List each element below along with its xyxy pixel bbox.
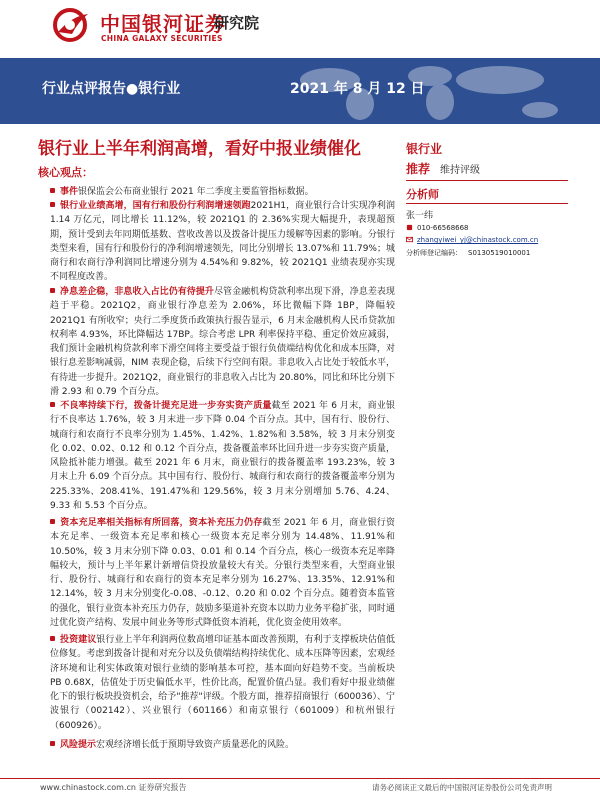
report-banner	[0, 58, 600, 124]
rating-note: 维持评级	[440, 165, 481, 176]
phone-text: 010-66568668	[417, 224, 469, 232]
sector-label: 银行业	[406, 142, 443, 156]
paragraph-lead: 风险提示	[60, 740, 97, 750]
footer-website[interactable]: www.chinastock.com.cn 证券研究报告	[40, 783, 187, 792]
rating-label: 推荐	[406, 162, 431, 176]
paragraph-text: 银保监会公布商业银行 2021 年二季度主要监管指标数据。	[78, 187, 314, 197]
footer-divider	[0, 778, 600, 779]
paragraph-npl	[50, 399, 395, 513]
rating-row	[406, 160, 480, 177]
paragraph-text: 银行业上半年利润两位数高增印证基本面改善预期，有利于支撑板块估值低位修复。考虑到拨备计提和对充分以及负债端结构持续优化、成本压降等因素，宏观经济环境和让利实体政策对银行业绩的影响基本可控，基本面向好趋势不变。当前板块 PB 0.68X，估值处于历史偏低水平，性价比高，配置价值凸显。我们看好中报业绩催化下的银行板块投资机会，给予"推荐"评级。个股方面，推荐招商银行（600036）、宁波银行（002142）、兴业银行（601166）和南京银行（601009）和杭州银行（600926）。	[50, 635, 395, 731]
paragraph-text: 宏观经济增长低于预期导致资产质量恶化的风险。	[96, 740, 295, 750]
footer-disclaimer: 请务必阅读正文最后的中国银河证券股份公司免责声明	[372, 783, 552, 792]
paragraph-lead: 投资建议	[60, 635, 97, 645]
paragraph-event	[50, 185, 395, 199]
divider	[406, 180, 568, 181]
paragraph-lead: 事件	[60, 187, 79, 197]
license-number: S0130519010001	[468, 249, 531, 257]
phone-icon	[406, 224, 413, 231]
analyst-email[interactable]	[406, 236, 538, 244]
divider	[406, 203, 568, 204]
analyst-license	[406, 248, 530, 258]
report-type: 行业点评报告●银行业	[42, 81, 181, 97]
key-points-label: 核心观点：	[38, 166, 93, 179]
brand-name-en: CHINA GALAXY SECURITIES	[101, 34, 223, 43]
galaxy-logo-icon	[52, 8, 92, 42]
bullet-icon	[50, 202, 55, 207]
paragraph-text: 截至 2021 年 6 月末，商业银行不良率达 1.76%，较 3 月末进一步下降 0.04 个百分点。其中，国有行、股份行、城商行和农商行不良率分别为 1.45%、1.42%、1.82%和 3.58%，较 3 月末分别变化 0.02、0.02、0.12 和 0.12 个百分点，拨备覆盖率环比回升进一步夯实资产质量，风险抵补能力增强。截至 2021 年 6 月末，商业银行的拨备覆盖率 193.23%，较 3 月末上升 6.09 个百分点。其中国有行、股份行、城商行和农商行的拨备覆盖率分别为 225.33%、208.41%、191.47%和 129.56%，较 3 月末分别增加 5.76、4.24、9.33 和 5.53 个百分点。	[50, 401, 395, 512]
bullet-icon	[50, 188, 55, 193]
paragraph-text: 截至 2021 年 6 月，商业银行资本充足率、一级资本充足率和核心一级资本充足率分别为 14.48%、11.91%和 10.50%，较 3 月末分别下降 0.03、0.01 和 0.14 个百分点，核心一级资本充足率降幅较大，预计与上半年累计新增信贷投放量较大有关。分银行类型来看，大型商业银行、股份行、城商行和农商行的资本充足率分别为 16.27%、13.35%、12.91%和 12.14%，较 3 月末分别变化-0.08、-0.12、0.20 和 0.02 个百分点。随着资本监管的强化，银行业资本补充压力仍存，鼓励多渠道补充资本以助力业务平稳扩张，同时通过优化资产结构、发展中间业务等形式降低资本消耗，优化资金使用效率。	[50, 518, 395, 629]
paragraph-profit	[50, 199, 395, 285]
bullet-icon	[50, 741, 55, 746]
email-icon	[406, 236, 413, 243]
paragraph-lead: 资本充足率相关指标有所回落，资本补充压力仍存	[60, 518, 263, 528]
analyst-phone	[406, 224, 469, 232]
license-label: 分析师登记编码：	[406, 249, 462, 257]
report-date: 2021 年 8 月 12 日	[290, 81, 425, 97]
paragraph-lead: 净息差企稳，非息收入占比仍有待提升	[60, 287, 214, 297]
bullet-icon	[50, 636, 55, 641]
brand-name: 中国银河证券	[100, 12, 226, 36]
paragraph-investment	[50, 633, 395, 733]
email-text[interactable]: zhangyiwei_yj@chinastock.com.cn	[417, 236, 539, 244]
analyst-name: 张一纬	[406, 211, 434, 221]
paragraph-capital	[50, 516, 395, 630]
institute-label: 研究院	[214, 14, 260, 32]
paragraph-lead: 不良率持续下行，拨备计提充足进一步夯实资产质量	[60, 401, 272, 411]
paragraph-risk	[50, 738, 395, 752]
report-headline: 银行业上半年利润高增，看好中报业绩催化	[38, 139, 361, 159]
paragraph-lead: 银行业业绩高增，国有行和股份行利润增速领跑	[60, 201, 251, 211]
paragraph-text: 2021H1，商业银行合计实现净利润 1.14 万亿元，同比增长 11.12%，较 2021Q1 的 2.36%实现大幅提升，表现超预期，预计受到去年同期低基数、营收改善以及拨备计提压力缓解等因素的影响。分银行类型来看，国有行和股份行的净利润增速领先，同比分别增长 13.07%和 11.79%；城商行和农商行净利润同比增速分别为 4.54%和 9.82%，较 2021Q1 业绩表现亦实现不同程度改善。	[50, 201, 395, 283]
paragraph-text: 尽管金融机构贷款利率出现下滑，净息差表现趋于平稳。2021Q2，商业银行净息差为 2.06%，环比微幅下降 1BP，降幅较 2021Q1 有所收窄；央行二季度货币政策执行报告显示，6 月末金融机构人民币贷款加权利率 4.93%，环比降幅达 17BP。综合考虑 LPR 利率保持平稳、重定价效应减弱，我们预计金融机构贷款利率下滑空间将主要受益于银行负债端结构优化和成本压降，对银行息差影响减弱，NIM 表现企稳，后续下行空间有限。非息收入占比处于较低水平，有待进一步提升。2021Q2，商业银行的非息收入占比为 20.80%，同比和环比分别下滑 2.93 和 0.79 个百分点。	[50, 287, 395, 398]
bullet-icon	[50, 288, 55, 293]
paragraph-nim	[50, 285, 395, 399]
bullet-icon	[50, 519, 55, 524]
analyst-heading: 分析师	[406, 188, 439, 201]
bullet-icon	[50, 402, 55, 407]
